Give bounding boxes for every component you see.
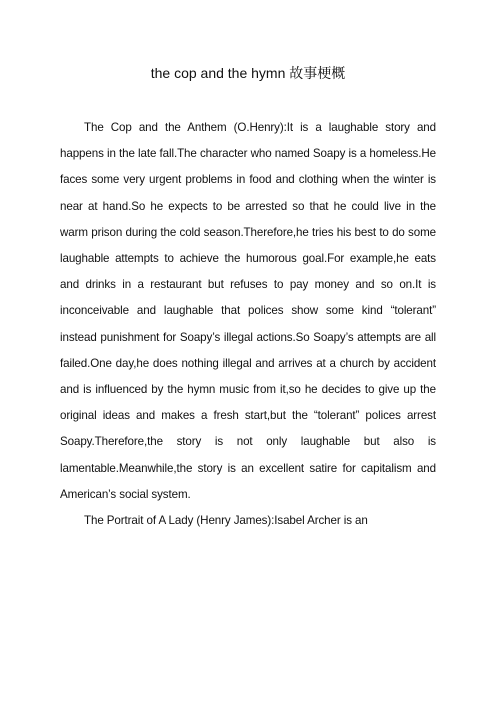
paragraph-cop-and-anthem: The Cop and the Anthem (O.Henry):It is a laughable story and happens in the late fall.The character who named Soapy is a homeless.He faces some very urgent problems in food and clothing when the winter is near at hand.So he expects to be arrested so that he could live in the warm prison during the cold season.Therefore,he tries his best to do some laughable attempts to achieve the humorous goal.For example,he eats and drinks in a restaurant but refuses to pay money and so on.It is inconceivable and laughable that polices show some kind “tolerant” instead punishment for Soapy’s illegal actions.So Soapy’s attempts are all failed.One day,he does nothing illegal and arrives at a church by accident and is influenced by the hymn music from it,so he decides to give up the original ideas and makes a fresh start,but the “tolerant” polices arrest Soapy.Therefore,the story is not only laughable but also is lamentable.Meanwhile,the story is an excellent satire for capitalism and American’s social system. [60,121,436,501]
document-body [60,115,436,534]
paragraph-portrait-of-a-lady: The Portrait of A Lady (Henry James):Isabel Archer is an [84,514,368,528]
document-title: the cop and the hymn 故事梗概 [150,65,346,81]
